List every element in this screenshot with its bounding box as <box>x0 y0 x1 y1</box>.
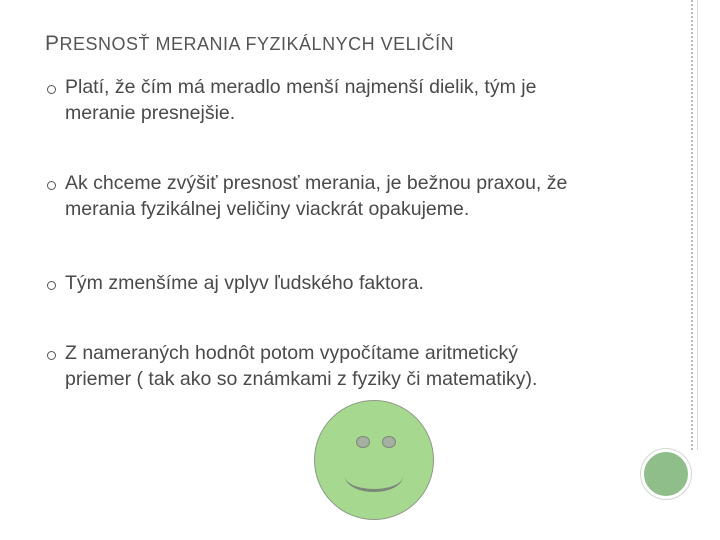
bullet-text-line: Platí, že čím má meradlo menší najmenší dielik, tým je <box>65 76 537 98</box>
slide-title-initial: P <box>45 32 60 55</box>
smiley-left-eye <box>356 436 370 448</box>
bullet-icon <box>47 351 56 360</box>
decorative-line <box>697 0 698 450</box>
decorative-circle <box>641 449 691 499</box>
bullet-text-line: merania fyzikálnej veličiny viackrát opakujeme. <box>65 198 470 220</box>
bullet-text-line: Tým zmenšíme aj vplyv ľudského faktora. <box>65 272 424 294</box>
bullet-text-line: meranie presnejšie. <box>65 102 236 124</box>
decorative-dotted-line <box>691 0 693 450</box>
smiley-right-eye <box>382 436 396 448</box>
bullet-icon <box>47 85 56 94</box>
smiley-mouth <box>345 461 403 492</box>
smiley-face-icon <box>314 400 434 520</box>
bullet-icon <box>47 281 56 290</box>
slide-title <box>45 32 454 56</box>
bullet-icon <box>47 181 56 190</box>
bullet-text-line: Z nameraných hodnôt potom vypočítame aritmetický <box>65 342 519 364</box>
bullet-text-line: Ak chceme zvýšiť presnosť merania, je bežnou praxou, že <box>65 172 568 194</box>
slide-title-rest: RESNOSŤ MERANIA FYZIKÁLNYCH VELIČÍN <box>59 34 455 54</box>
bullet-text-line: priemer ( tak ako so známkami z fyziky či matematiky). <box>65 368 538 390</box>
